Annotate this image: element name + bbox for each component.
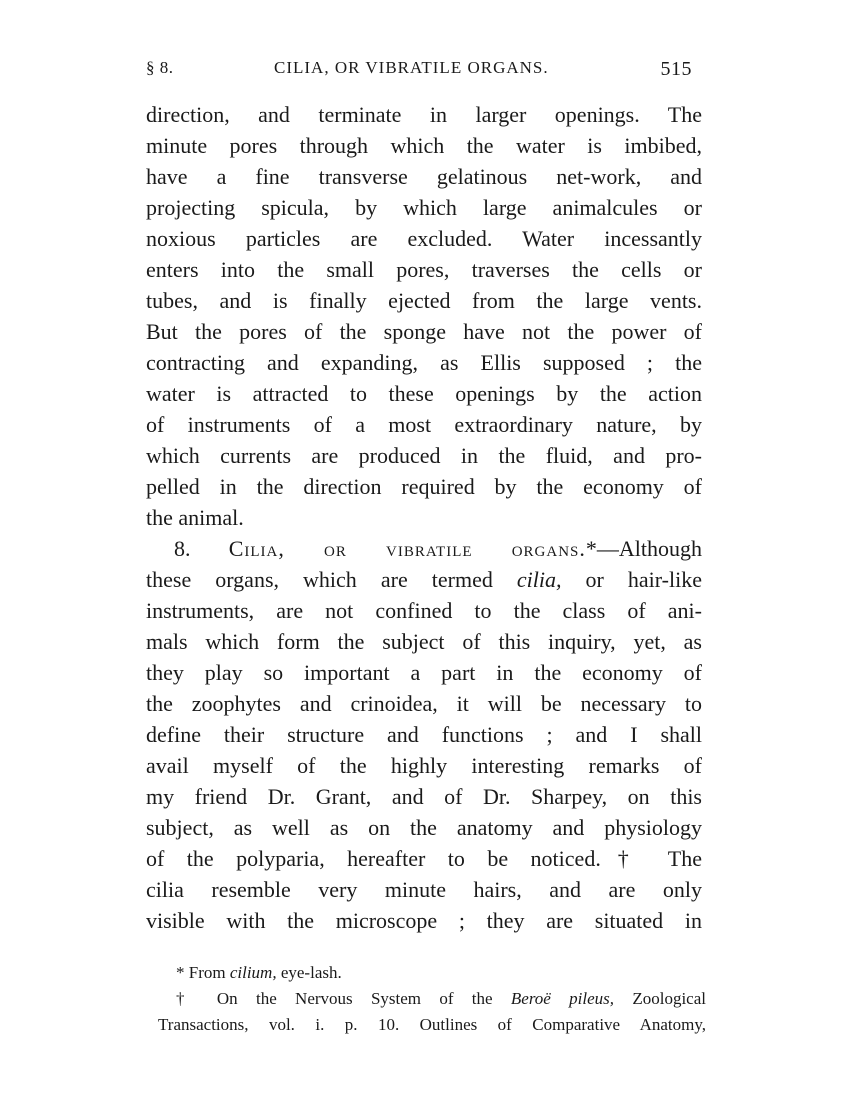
text-line: instruments, are not confined to the class of ani-	[146, 598, 702, 623]
footnote-mark: *	[585, 536, 597, 561]
text-line: visible with the microscope ; they are situated in	[146, 908, 702, 933]
text-run: these organs, which are termed	[146, 567, 517, 592]
text-run: On the Nervous System of the	[198, 989, 511, 1008]
footnote-mark: †	[176, 989, 199, 1008]
text-line: have a fine transverse gelatinous net-work, and	[146, 164, 702, 189]
text-line: of instruments of a most extraordinary nature, by	[146, 412, 702, 437]
footnote	[158, 986, 706, 1012]
section-number: 8.	[174, 536, 191, 561]
section-heading: Cilia, or vibratile organs.	[228, 536, 586, 561]
text-run: or hair-like	[561, 567, 702, 592]
text-line: projecting spicula, by which large animalcules or	[146, 195, 702, 220]
text-line: my friend Dr. Grant, and of Dr. Sharpey, on this	[146, 784, 702, 809]
text-line: mals which form the subject of this inquiry, yet, as	[146, 629, 702, 654]
text-line: enters into the small pores, traverses the cells or	[146, 257, 702, 282]
text-line: cilia resemble very minute hairs, and are only	[146, 877, 702, 902]
text-line: of the polyparia, hereafter to be noticed.† The	[146, 846, 702, 871]
footnote	[158, 960, 706, 986]
text-line: But the pores of the sponge have not the power of	[146, 319, 702, 344]
italic-term: cilium,	[229, 963, 277, 982]
running-head	[146, 58, 696, 86]
section-marker: § 8.	[146, 58, 174, 77]
text-line: avail myself of the highly interesting remarks of	[146, 753, 702, 778]
text-line: they play so important a part in the economy of	[146, 660, 702, 685]
text-line: minute pores through which the water is imbibed,	[146, 133, 702, 158]
italic-term: Beroë pileus,	[510, 989, 615, 1008]
text-line: contracting and expanding, as Ellis supposed ; the	[146, 350, 702, 375]
text-line: tubes, and is finally ejected from the large vents.	[146, 288, 702, 313]
text-line: define their structure and functions ; and I shall	[146, 722, 702, 747]
text-line: subject, as well as on the anatomy and physiology	[146, 815, 702, 840]
text-run: eye-lash.	[276, 963, 342, 982]
footnote-mark: *	[176, 963, 185, 982]
heading-continuation: —Although	[596, 536, 703, 561]
running-title: CILIA, OR VIBRATILE ORGANS.	[274, 58, 549, 77]
italic-term: cilia,	[516, 567, 562, 592]
text-line: which currents are produced in the fluid, and pro-	[146, 443, 702, 468]
text-line: pelled in the direction required by the economy of	[146, 474, 702, 499]
section-heading-line	[146, 533, 702, 564]
body-text	[146, 99, 702, 936]
text-line: noxious particles are excluded. Water incessantly	[146, 226, 702, 251]
footnote-line: Transactions, vol. i. p. 10. Outlines of Comparative Anatomy,	[158, 1015, 706, 1034]
footnotes	[158, 960, 706, 1038]
text-line: the animal.	[146, 505, 244, 530]
text-line: the zoophytes and crinoidea, it will be necessary to	[146, 691, 702, 716]
text-line: direction, and terminate in larger openings. The	[146, 102, 702, 127]
page-number: 515	[660, 58, 692, 80]
text-run: Zoological	[614, 989, 706, 1008]
text-run: From	[184, 963, 230, 982]
text-line: water is attracted to these openings by the action	[146, 381, 702, 406]
text-line	[146, 564, 702, 595]
